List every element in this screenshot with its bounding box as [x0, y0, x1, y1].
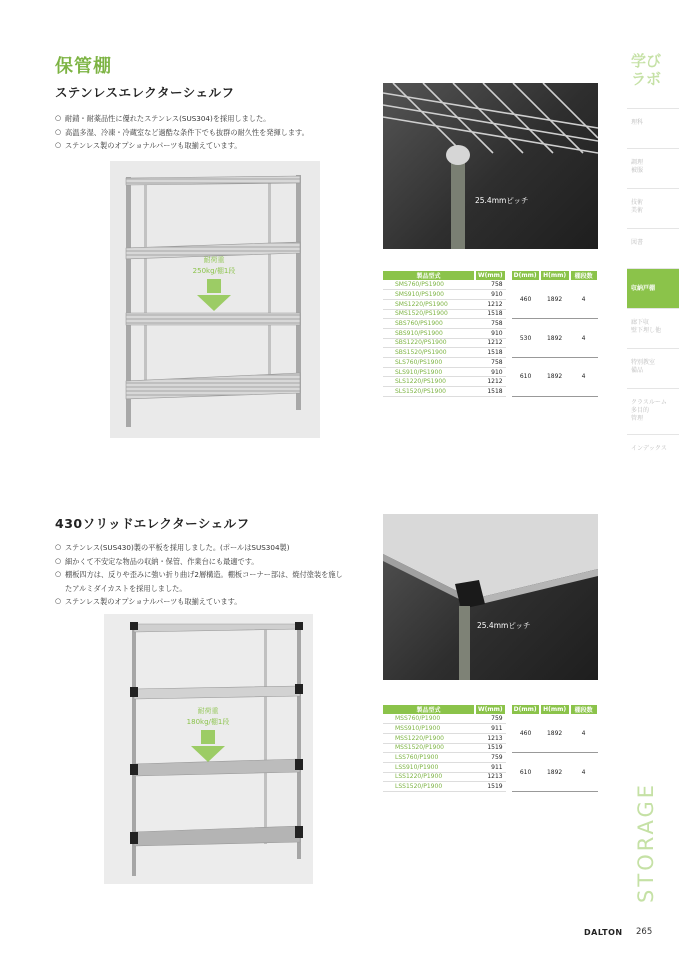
index-nav: [627, 108, 679, 474]
index-item-science[interactable]: 理科: [627, 108, 679, 148]
load-badge: [174, 255, 254, 311]
index-title-line: 学び: [631, 52, 662, 70]
index-item-special-room[interactable]: 特別教室 備品: [627, 348, 679, 388]
table-row: MSS1520/P1900 1519: [383, 743, 598, 753]
index-title: [631, 52, 661, 88]
index-item-technology[interactable]: 技術 美術: [627, 188, 679, 228]
down-arrow-head-icon: [197, 295, 231, 311]
spec-table-1: [383, 271, 599, 397]
table-row: LSS910/P1900 911: [383, 762, 598, 772]
col-w: W(mm): [475, 705, 506, 714]
table-row: SBS1220/PS1900 1212: [383, 338, 598, 348]
col-h: H(mm): [540, 271, 570, 280]
down-arrow-head-icon: [191, 746, 225, 762]
table-row: SBS910/PS1900 910: [383, 328, 598, 338]
index-item-classroom[interactable]: クラスルーム 多目的 管理: [627, 388, 679, 434]
load-label: 耐荷重: [203, 256, 225, 264]
table-row: SMS910/PS1900 910: [383, 290, 598, 300]
bullet: ○ 耐錆・耐薬品性に優れたステンレス(SUS304)を採用しました。: [55, 112, 309, 126]
page-number: 265: [636, 927, 653, 937]
index-item-cooking[interactable]: 調理 被服: [627, 148, 679, 188]
col-n: 棚段数: [570, 271, 598, 280]
table-row: SBS1520/PS1900 1518: [383, 348, 598, 358]
bullet: ○ ステンレス(SUS430)製の平板を採用しました。(ポールはSUS304製): [55, 541, 343, 555]
pitch-label: 25.4mmピッチ: [475, 196, 529, 205]
col-w: W(mm): [475, 271, 506, 280]
table-row: SMS1220/PS1900 1212: [383, 299, 598, 309]
section2-title: 430ソリッドエレクターシェルフ: [55, 516, 250, 531]
wire-closeup-photo: [383, 83, 598, 249]
solid-shelf-photo: [104, 614, 313, 884]
table-row: SLS1520/PS1900 1518: [383, 387, 598, 397]
table-row: MSS910/P1900 911: [383, 724, 598, 734]
wire-closeup-illustration: [383, 83, 598, 249]
index-item-library[interactable]: 図書: [627, 228, 679, 268]
down-arrow-icon: [201, 730, 215, 744]
bullet: ○ 高温多湿、冷凍・冷蔵室など過酷な条件下でも抜群の耐久性を発揮します。: [55, 126, 309, 140]
index-title-line: ラボ: [631, 70, 662, 88]
index-item-index[interactable]: インデックス: [627, 434, 679, 474]
page-heading: 保管棚: [55, 56, 112, 77]
load-value: 180kg/棚1段: [186, 718, 230, 726]
table-row: MSS1220/P1900 1213: [383, 733, 598, 743]
bullet: ○ 棚板四方は、反りや歪みに強い折り曲げ2層構造。棚板コーナー部は、焼付塗装を施し: [55, 568, 343, 582]
table-row: SMS760/PS1900 758 460 1892 4: [383, 280, 598, 290]
table-row: SBS760/PS1900 758 530 1892 4: [383, 319, 598, 329]
down-arrow-icon: [207, 279, 221, 293]
index-item-hallway[interactable]: 廊下収 壁下埋し他: [627, 308, 679, 348]
col-n: 棚段数: [570, 705, 598, 714]
section1-bullets: [55, 112, 309, 153]
spec-table-2: [383, 705, 599, 792]
index-item-storage[interactable]: 収納戸棚: [627, 268, 679, 308]
load-badge: [168, 706, 248, 762]
load-value: 250kg/棚1段: [192, 267, 236, 275]
table-row: SLS1220/PS1900 1212: [383, 377, 598, 387]
load-label: 耐荷重: [197, 707, 219, 715]
section2-bullets: [55, 541, 343, 609]
bullet: ○ 細かくて不安定な物品の収納・保管、作業台にも最適です。: [55, 555, 343, 569]
pitch-label: 25.4mmピッチ: [477, 621, 531, 630]
table-row: MSS760/P1900 759 460 1892 4: [383, 714, 598, 724]
table-row: SMS1520/PS1900 1518: [383, 309, 598, 319]
bullet-continuation: たアルミダイカストを採用しました。: [65, 583, 187, 593]
wire-shelf-photo: [110, 161, 320, 438]
solid-closeup-photo: [383, 514, 598, 680]
brand-logo: DALTON: [584, 928, 623, 937]
storage-vertical-label: STORAGE: [634, 782, 658, 903]
bullet: ○ ステンレス製のオプショナルパーツも取揃えています。: [55, 139, 309, 153]
col-d: D(mm): [512, 705, 540, 714]
table-row: SLS760/PS1900 758 610 1892 4: [383, 358, 598, 368]
col-model: 製品型式: [383, 271, 475, 280]
col-model: 製品型式: [383, 705, 475, 714]
bullet: ○ ステンレス製のオプショナルパーツも取揃えています。: [55, 595, 343, 609]
table-row: LSS760/P1900 759 610 1892 4: [383, 753, 598, 763]
table-row: SLS910/PS1900 910: [383, 367, 598, 377]
solid-closeup-illustration: [383, 514, 598, 680]
table-row: LSS1520/P1900 1519: [383, 782, 598, 792]
col-d: D(mm): [512, 271, 540, 280]
table-row: LSS1220/P1900 1213: [383, 772, 598, 782]
section1-title: ステンレスエレクターシェルフ: [55, 85, 235, 100]
col-h: H(mm): [540, 705, 570, 714]
